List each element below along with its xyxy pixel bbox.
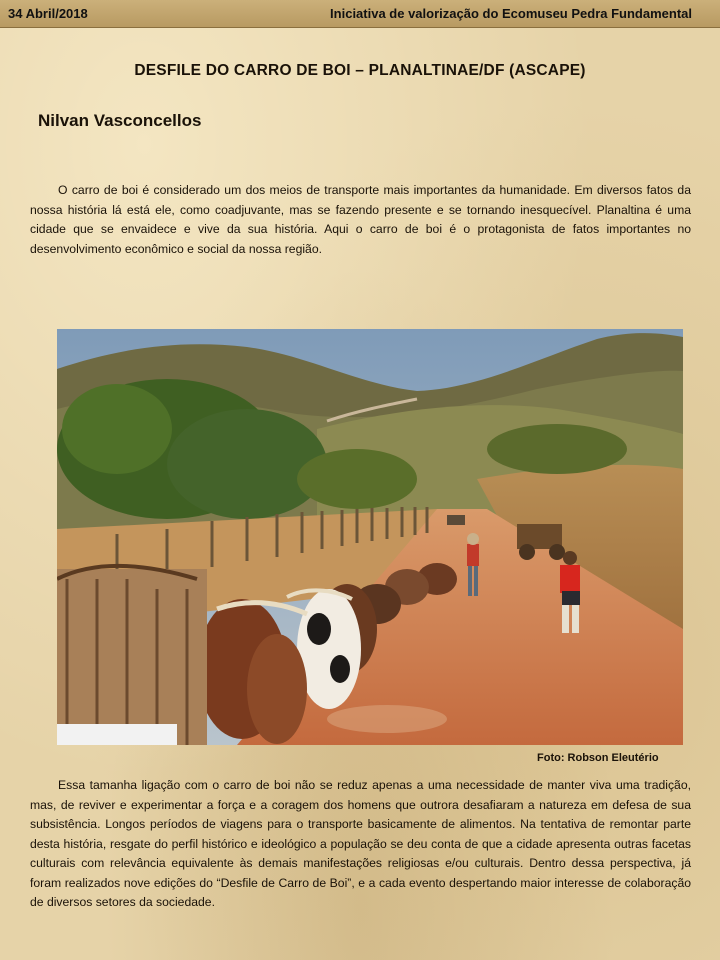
header-bar bbox=[0, 0, 720, 28]
article-author: Nilvan Vasconcellos bbox=[38, 111, 202, 130]
article-paragraph-2: Essa tamanha ligação com o carro de boi não se reduz apenas a uma necessidade de manter viva uma tradição, mas, de reviver e experimentar a força e a coragem dos homens que outrora desafiaram a natureza em defesa de sua subsistência. Longos períodos de viagens para o transporte basicamente de alimentos. Na tentativa de remontar parte desta história, resgate do perfil histórico e ideológico a população se deu conta de que a cidade apresenta outras facetas culturais com relevância equivalente às demais manifestações religiosas e/ou culturais. Dentro dessa perspectiva, já foram realizados nove edições do “Desfile de Carro de Boi”, e a cada evento despertando maior interesse de colaboração de diversos setores da sociedade. bbox=[30, 778, 691, 909]
ox-cart-parade-photo bbox=[57, 329, 683, 745]
article-title: DESFILE DO CARRO DE BOI – PLANALTINAE/DF (ASCAPE) bbox=[134, 62, 586, 79]
photo-caption: Foto: Robson Eleutério bbox=[537, 752, 659, 764]
page-number-date: 34 Abril/2018 bbox=[8, 6, 88, 21]
initiative-label: Iniciativa de valorização do Ecomuseu Pedra Fundamental bbox=[330, 6, 692, 21]
article-paragraph-1: O carro de boi é considerado um dos meios de transporte mais importantes da humanidade. Em diversos fatos da nossa história lá está ele, como coadjuvante, mas se fazendo presente e se tornando inesquecível. Planaltina é uma cidade que se envaidece e vive da sua história. Aqui o carro de boi é o protagonista de fatos importantes no desenvolvimento econômico e social da nossa região. bbox=[30, 183, 691, 256]
